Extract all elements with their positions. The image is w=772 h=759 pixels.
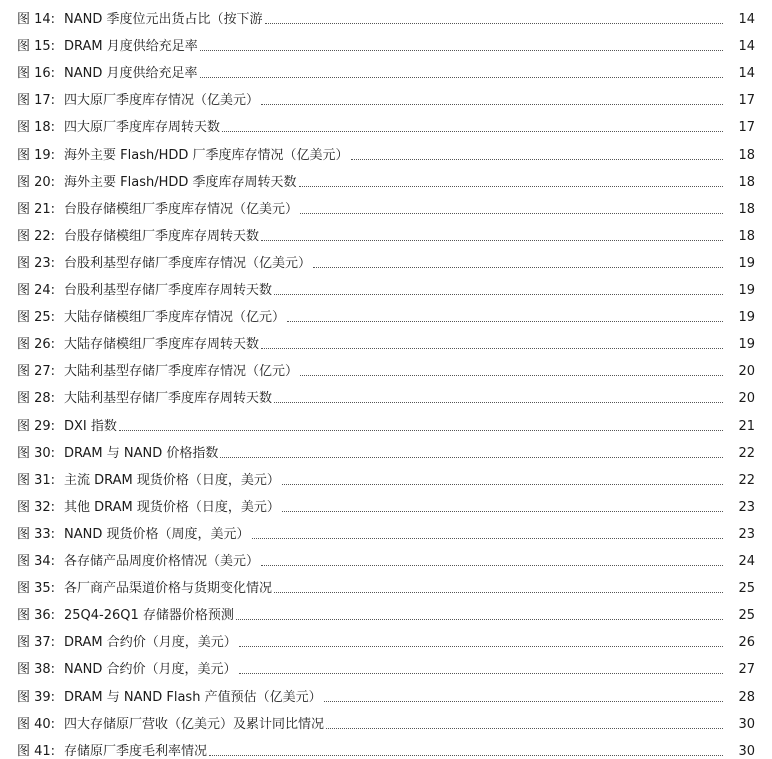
toc-entry[interactable] bbox=[0, 0, 772, 27]
toc-entry[interactable] bbox=[0, 217, 772, 244]
page-number: 21 bbox=[738, 418, 755, 434]
toc-entry[interactable] bbox=[0, 190, 772, 217]
figure-number: 图 20: bbox=[17, 174, 56, 190]
toc-entry[interactable] bbox=[0, 434, 772, 461]
dot-leader bbox=[324, 701, 723, 702]
figure-title: 台股利基型存储厂季度库存周转天数 bbox=[64, 283, 273, 298]
dot-leader bbox=[119, 430, 723, 431]
toc-entry[interactable] bbox=[0, 81, 772, 108]
toc-entry[interactable] bbox=[0, 488, 772, 515]
figure-number: 图 37: bbox=[17, 635, 56, 651]
figure-number: 图 27: bbox=[17, 364, 56, 380]
dot-leader bbox=[313, 267, 723, 268]
figure-number: 图 30: bbox=[17, 445, 56, 461]
dot-leader bbox=[261, 240, 723, 241]
page-number: 22 bbox=[738, 445, 755, 461]
page-number: 19 bbox=[738, 337, 755, 353]
figure-title: NAND 合约价（月度，美元） bbox=[64, 662, 237, 678]
page-number: 25 bbox=[738, 581, 755, 597]
toc-entry[interactable] bbox=[0, 298, 772, 325]
dot-leader bbox=[299, 186, 723, 187]
page-number: 19 bbox=[738, 255, 755, 271]
dot-leader bbox=[287, 321, 723, 322]
page-number: 18 bbox=[738, 228, 755, 244]
page-number: 14 bbox=[738, 12, 755, 27]
figure-number: 图 16: bbox=[17, 66, 56, 82]
toc-entry[interactable] bbox=[0, 515, 772, 542]
page-number: 30 bbox=[738, 743, 755, 759]
page-number: 20 bbox=[738, 391, 755, 407]
figure-number: 图 32: bbox=[17, 499, 56, 515]
figure-number: 图 35: bbox=[17, 581, 56, 597]
figure-number: 图 22: bbox=[17, 228, 56, 244]
dot-leader bbox=[200, 77, 724, 78]
toc-entry[interactable] bbox=[0, 623, 772, 650]
figure-title: 四大原厂季度库存周转天数 bbox=[64, 120, 221, 136]
dot-leader bbox=[300, 375, 723, 376]
toc-entry[interactable] bbox=[0, 352, 772, 379]
page-number: 26 bbox=[738, 635, 755, 651]
toc-entry[interactable] bbox=[0, 650, 772, 677]
figure-number: 图 28: bbox=[17, 391, 56, 407]
dot-leader bbox=[261, 348, 723, 349]
figure-number: 图 18: bbox=[17, 120, 56, 136]
figure-title: NAND 月度供给充足率 bbox=[64, 66, 198, 82]
toc-entry[interactable] bbox=[0, 244, 772, 271]
figure-title: NAND 现货价格（周度，美元） bbox=[64, 526, 250, 542]
figure-title: DRAM 与 NAND 价格指数 bbox=[64, 445, 219, 461]
toc-entry[interactable] bbox=[0, 136, 772, 163]
page-number: 17 bbox=[738, 93, 755, 109]
figure-title: 各厂商产品渠道价格与货期变化情况 bbox=[64, 581, 273, 597]
figure-number: 图 25: bbox=[17, 310, 56, 326]
dot-leader bbox=[222, 131, 723, 132]
page-number: 18 bbox=[738, 201, 755, 217]
figure-title: 海外主要 Flash/HDD 厂季度库存情况（亿美元） bbox=[64, 147, 349, 163]
page-number: 14 bbox=[738, 66, 755, 82]
figure-number: 图 41: bbox=[17, 743, 56, 759]
figure-title: 各存储产品周度价格情况（美元） bbox=[64, 554, 260, 569]
figure-title: DRAM 与 NAND Flash 产值预估（亿美元） bbox=[64, 689, 322, 705]
toc-entry[interactable] bbox=[0, 271, 772, 298]
toc-entry[interactable] bbox=[0, 407, 772, 434]
figure-number: 图 19: bbox=[17, 147, 56, 163]
figure-title: 大陆存储模组厂季度库存周转天数 bbox=[64, 337, 260, 353]
page-number: 19 bbox=[738, 310, 755, 326]
toc-entry[interactable] bbox=[0, 596, 772, 623]
dot-leader bbox=[261, 104, 723, 105]
figure-title: 台股存储模组厂季度库存周转天数 bbox=[64, 228, 260, 244]
dot-leader bbox=[239, 673, 724, 674]
dot-leader bbox=[274, 294, 723, 295]
dot-leader bbox=[239, 646, 723, 647]
toc-entry[interactable] bbox=[0, 325, 772, 352]
page-number: 14 bbox=[738, 39, 755, 55]
dot-leader bbox=[326, 728, 723, 729]
dot-leader bbox=[252, 538, 724, 539]
dot-leader bbox=[236, 619, 723, 620]
dot-leader bbox=[282, 484, 723, 485]
figure-number: 图 38: bbox=[17, 662, 56, 678]
figure-number: 图 21: bbox=[17, 201, 56, 217]
figure-number: 图 39: bbox=[17, 689, 56, 705]
figure-number: 图 17: bbox=[17, 93, 56, 109]
figure-number: 图 15: bbox=[17, 39, 56, 55]
page-number: 27 bbox=[738, 662, 755, 678]
figure-title: 25Q4-26Q1 存储器价格预测 bbox=[64, 608, 234, 624]
figure-title: 海外主要 Flash/HDD 季度库存周转天数 bbox=[64, 174, 297, 190]
page-number: 28 bbox=[738, 689, 755, 705]
toc-entry[interactable] bbox=[0, 108, 772, 135]
toc-entry[interactable] bbox=[0, 379, 772, 406]
dot-leader bbox=[220, 457, 723, 458]
figure-number: 图 29: bbox=[17, 418, 56, 434]
page-number: 25 bbox=[738, 608, 755, 624]
figure-title: 存储原厂季度毛利率情况 bbox=[64, 743, 208, 759]
figure-number: 图 31: bbox=[17, 472, 56, 488]
figure-title: 四大存储原厂营收（亿美元）及累计同比情况 bbox=[64, 716, 325, 732]
figure-number: 图 24: bbox=[17, 283, 56, 298]
figure-number: 图 23: bbox=[17, 255, 56, 271]
dot-leader bbox=[300, 213, 723, 214]
figure-number: 图 14: bbox=[17, 12, 56, 27]
figure-title: 大陆利基型存储厂季度库存情况（亿元） bbox=[64, 364, 299, 380]
page-number: 20 bbox=[738, 364, 755, 380]
figure-number: 图 33: bbox=[17, 526, 56, 542]
figure-number: 图 34: bbox=[17, 554, 56, 569]
dot-leader bbox=[282, 511, 723, 512]
toc-entry[interactable] bbox=[0, 542, 772, 569]
figure-title: 其他 DRAM 现货价格（日度，美元） bbox=[64, 499, 280, 515]
page-number: 23 bbox=[738, 499, 755, 515]
figure-title: 大陆利基型存储厂季度库存周转天数 bbox=[64, 391, 273, 407]
page-number: 24 bbox=[738, 554, 755, 569]
toc-entry[interactable] bbox=[0, 705, 772, 732]
figure-number: 图 40: bbox=[17, 716, 56, 732]
page-number: 17 bbox=[738, 120, 755, 136]
dot-leader bbox=[351, 159, 723, 160]
figure-title: 大陆存储模组厂季度库存情况（亿元） bbox=[64, 310, 286, 326]
toc-entry[interactable] bbox=[0, 461, 772, 488]
figure-number: 图 36: bbox=[17, 608, 56, 624]
toc-entry[interactable] bbox=[0, 678, 772, 705]
dot-leader bbox=[265, 23, 724, 24]
dot-leader bbox=[261, 565, 723, 566]
page-number: 18 bbox=[738, 147, 755, 163]
figure-title: NAND 季度位元出货占比（按下游 bbox=[64, 12, 263, 27]
toc-entry[interactable] bbox=[0, 54, 772, 81]
page-number: 23 bbox=[738, 526, 755, 542]
figure-title: DRAM 月度供给充足率 bbox=[64, 39, 198, 55]
toc-entry[interactable] bbox=[0, 163, 772, 190]
figure-title: DRAM 合约价（月度，美元） bbox=[64, 635, 237, 651]
figure-title: 台股存储模组厂季度库存情况（亿美元） bbox=[64, 201, 299, 217]
page-number: 19 bbox=[738, 283, 755, 298]
page-number: 18 bbox=[738, 174, 755, 190]
figure-title: DXI 指数 bbox=[64, 418, 117, 434]
dot-leader bbox=[200, 50, 723, 51]
figure-title: 台股利基型存储厂季度库存情况（亿美元） bbox=[64, 255, 312, 271]
page-number: 30 bbox=[738, 716, 755, 732]
dot-leader bbox=[274, 592, 723, 593]
figure-title: 四大原厂季度库存情况（亿美元） bbox=[64, 93, 260, 109]
figure-title: 主流 DRAM 现货价格（日度，美元） bbox=[64, 472, 280, 488]
toc-entry[interactable] bbox=[0, 27, 772, 54]
page-number: 22 bbox=[738, 472, 755, 488]
figure-number: 图 26: bbox=[17, 337, 56, 353]
dot-leader bbox=[274, 402, 723, 403]
toc-entry[interactable] bbox=[0, 569, 772, 596]
